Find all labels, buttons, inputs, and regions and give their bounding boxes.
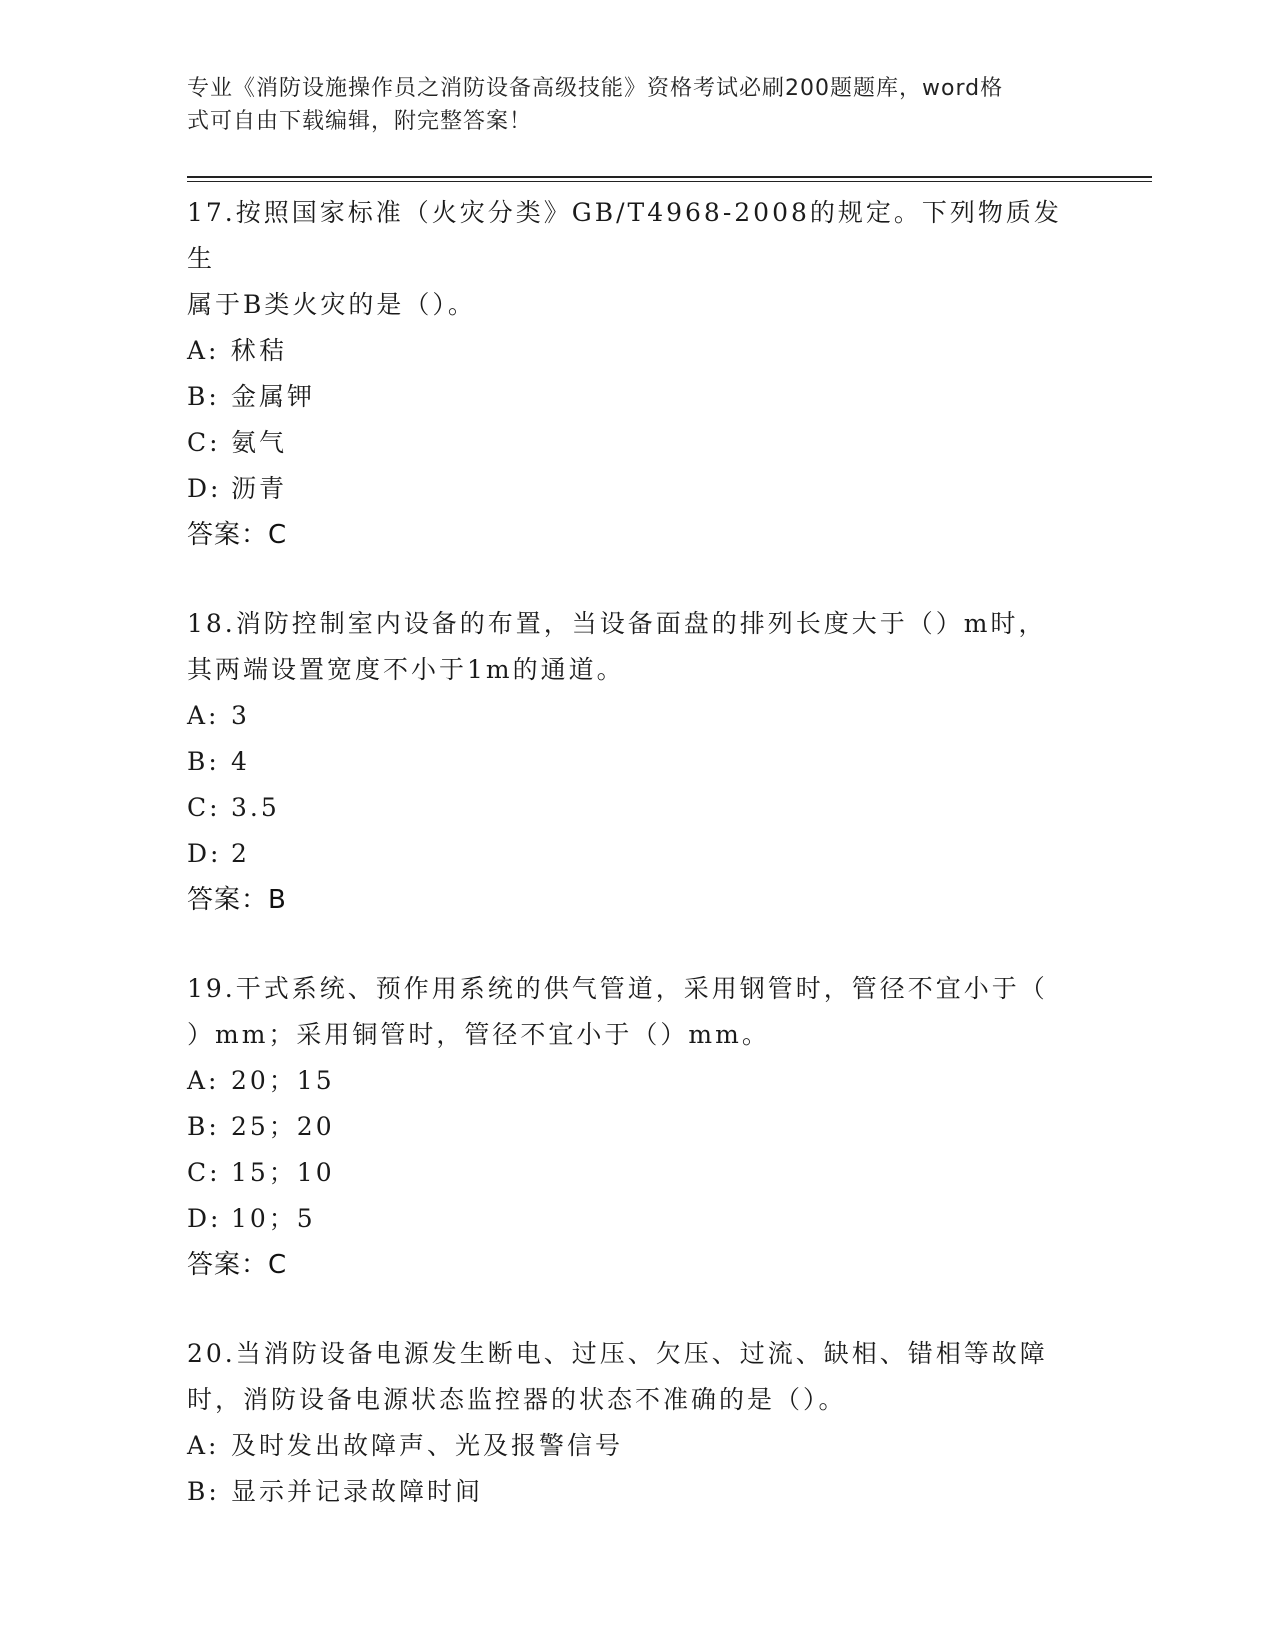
answer-line: 答案：C bbox=[187, 1250, 288, 1280]
question-stem-line: 时，消防设备电源状态监控器的状态不准确的是（）。 bbox=[187, 1385, 847, 1414]
question-17 bbox=[187, 190, 1087, 558]
question-stem-line: 20.当消防设备电源发生断电、过压、欠压、过流、缺相、错相等故障 bbox=[187, 1339, 1048, 1368]
option-key: C: bbox=[187, 428, 221, 457]
option-text: 10；5 bbox=[231, 1204, 316, 1233]
question-stem-line: 18.消防控制室内设备的布置，当设备面盘的排列长度大于（）m时， bbox=[187, 609, 1047, 638]
question-stem-line: 19.干式系统、预作用系统的供气管道，采用钢管时，管径不宜小于（ bbox=[187, 974, 1048, 1003]
option-b bbox=[187, 1104, 1087, 1150]
question-list bbox=[187, 190, 1087, 1558]
option-a bbox=[187, 328, 1087, 374]
option-text: 显示并记录故障时间 bbox=[231, 1477, 484, 1506]
option-c bbox=[187, 785, 1087, 831]
option-key: D: bbox=[187, 839, 222, 868]
option-b bbox=[187, 739, 1087, 785]
option-key: A: bbox=[187, 1431, 220, 1460]
option-b bbox=[187, 374, 1087, 420]
question-stem-line: 其两端设置宽度不小于1m的通道。 bbox=[187, 655, 625, 684]
option-text: 氨气 bbox=[231, 428, 288, 457]
option-key: B: bbox=[187, 1477, 220, 1506]
option-text: 沥青 bbox=[231, 474, 288, 503]
option-text: 秫秸 bbox=[231, 336, 288, 365]
option-text: 4 bbox=[231, 747, 250, 776]
answer-line: 答案：C bbox=[187, 520, 288, 550]
question-stem bbox=[187, 1331, 1087, 1423]
header-line-1: 专业《消防设施操作员之消防设备高级技能》资格考试必刷200题题库，word格 bbox=[187, 76, 1004, 101]
option-c bbox=[187, 420, 1087, 466]
question-stem-line: 17.按照国家标准（火灾分类》GB/T4968-2008的规定。下列物质发生 bbox=[187, 198, 1062, 273]
option-key: D: bbox=[187, 1204, 222, 1233]
question-stem bbox=[187, 966, 1087, 1058]
option-a bbox=[187, 1058, 1087, 1104]
option-text: 25；20 bbox=[231, 1112, 335, 1141]
question-stem-line: ）mm；采用铜管时，管径不宜小于（）mm。 bbox=[187, 1020, 770, 1049]
question-stem bbox=[187, 190, 1087, 328]
header-divider-thick bbox=[187, 176, 1152, 178]
option-text: 15；10 bbox=[231, 1158, 335, 1187]
option-key: B: bbox=[187, 1112, 220, 1141]
option-key: A: bbox=[187, 701, 220, 730]
option-text: 金属钾 bbox=[231, 382, 316, 411]
question-19 bbox=[187, 966, 1087, 1288]
header-divider-thin bbox=[187, 181, 1152, 182]
option-a bbox=[187, 693, 1087, 739]
option-d bbox=[187, 1196, 1087, 1242]
option-text: 及时发出故障声、光及报警信号 bbox=[231, 1431, 624, 1460]
option-key: C: bbox=[187, 793, 221, 822]
option-c bbox=[187, 1150, 1087, 1196]
option-d bbox=[187, 466, 1087, 512]
option-b bbox=[187, 1469, 1087, 1515]
option-text: 3.5 bbox=[231, 793, 280, 822]
option-text: 20；15 bbox=[231, 1066, 335, 1095]
option-key: D: bbox=[187, 474, 222, 503]
option-key: B: bbox=[187, 382, 220, 411]
option-text: 2 bbox=[231, 839, 250, 868]
option-text: 3 bbox=[231, 701, 250, 730]
option-a bbox=[187, 1423, 1087, 1469]
question-18 bbox=[187, 601, 1087, 923]
option-key: C: bbox=[187, 1158, 221, 1187]
option-key: A: bbox=[187, 1066, 220, 1095]
question-20 bbox=[187, 1331, 1087, 1515]
document-header bbox=[187, 72, 1067, 138]
option-d bbox=[187, 831, 1087, 877]
option-key: B: bbox=[187, 747, 220, 776]
answer-line: 答案：B bbox=[187, 885, 287, 915]
option-key: A: bbox=[187, 336, 220, 365]
question-stem bbox=[187, 601, 1087, 693]
question-stem-line: 属于B类火灾的是（）。 bbox=[187, 290, 476, 319]
header-line-2: 式可自由下载编辑，附完整答案！ bbox=[187, 109, 533, 134]
